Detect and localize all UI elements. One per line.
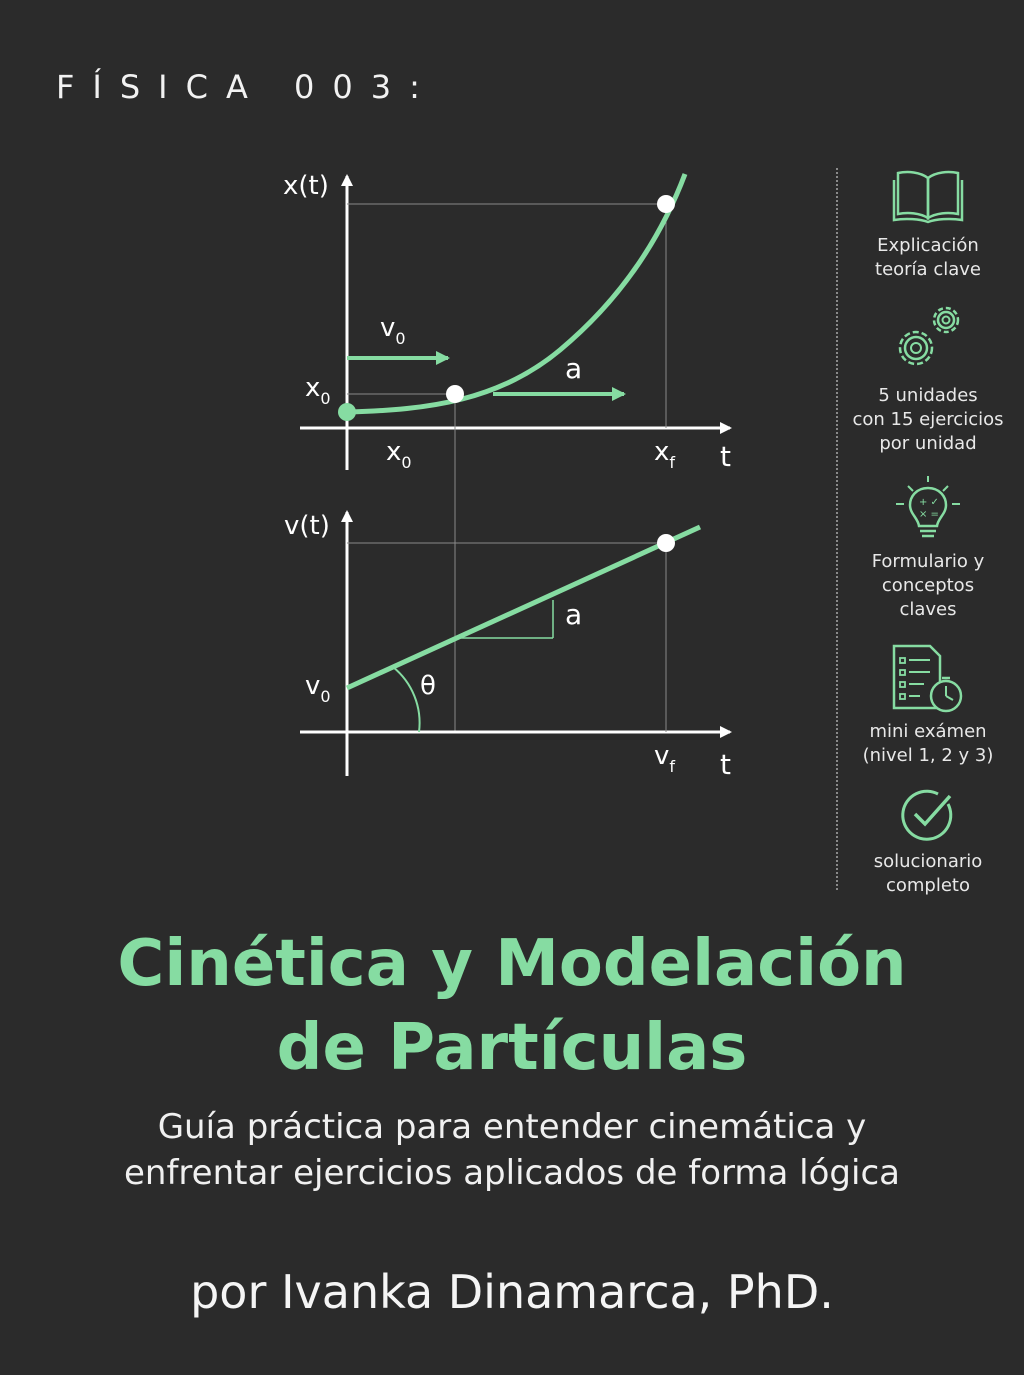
- features-sidebar: [836, 168, 1018, 896]
- x0-y-label: $x_0$: [305, 373, 331, 408]
- theta-arc: [393, 667, 420, 732]
- book-title: [0, 922, 1024, 1090]
- feature-formulas: [838, 474, 1018, 622]
- author-line: por Ivanka Dinamarca, PhD.: [190, 1265, 834, 1319]
- feature-label: Formulario y conceptos claves: [871, 551, 985, 620]
- a-label-top: a: [565, 352, 583, 385]
- vf-point: [657, 534, 675, 552]
- gears-icon: [888, 300, 968, 376]
- velocity-line: [347, 527, 700, 688]
- velocity-graph: [284, 511, 731, 781]
- a-label-bottom: a: [565, 598, 583, 631]
- position-curve: [347, 174, 685, 412]
- mid-point: [446, 385, 464, 403]
- top-x-axis-label: t: [720, 440, 731, 473]
- xf-tick-label: $x_f$: [654, 437, 676, 472]
- svg-text:× =: × =: [919, 509, 939, 520]
- feature-label: solucionario completo: [873, 851, 983, 896]
- title-line-2: de Partículas: [276, 1011, 748, 1085]
- v0-label: $v_0$: [380, 313, 406, 348]
- feature-solutions: [838, 786, 1018, 898]
- title-line-1: Cinética y Modelación: [117, 927, 907, 1001]
- top-y-axis-label: x(t): [283, 171, 329, 201]
- book-subtitle: [0, 1104, 1024, 1196]
- feature-label: mini exámen (nivel 1, 2 y 3): [862, 721, 994, 766]
- series-label: FÍSICA 003:: [56, 68, 438, 106]
- check-circle-icon: [898, 786, 958, 844]
- open-book-icon: [892, 168, 964, 224]
- lightbulb-icon: [892, 474, 964, 546]
- feature-label: 5 unidades con 15 ejercicios por unidad: [852, 385, 1004, 454]
- feature-label: Explicación teoría clave: [875, 235, 981, 280]
- svg-text:+ ✓: + ✓: [919, 497, 939, 508]
- feature-exams: [838, 644, 1018, 768]
- feature-units: [838, 300, 1018, 456]
- theta-label: θ: [420, 671, 436, 701]
- position-graph: [283, 171, 731, 732]
- feature-theory: [838, 168, 1018, 282]
- bottom-x-axis-label: t: [720, 748, 731, 781]
- x0-tick-label: $x_0$: [386, 437, 412, 472]
- vf-tick-label: $v_f$: [654, 741, 676, 776]
- checklist-stopwatch-icon: [890, 644, 966, 716]
- bottom-y-axis-label: v(t): [284, 511, 330, 541]
- end-point: [657, 195, 675, 213]
- subtitle-line-1: Guía práctica para entender cinemática y: [157, 1107, 867, 1147]
- start-point: [338, 403, 356, 421]
- subtitle-line-2: enfrentar ejercicios aplicados de forma lógica: [124, 1153, 900, 1193]
- v0-y-label: $v_0$: [305, 671, 331, 706]
